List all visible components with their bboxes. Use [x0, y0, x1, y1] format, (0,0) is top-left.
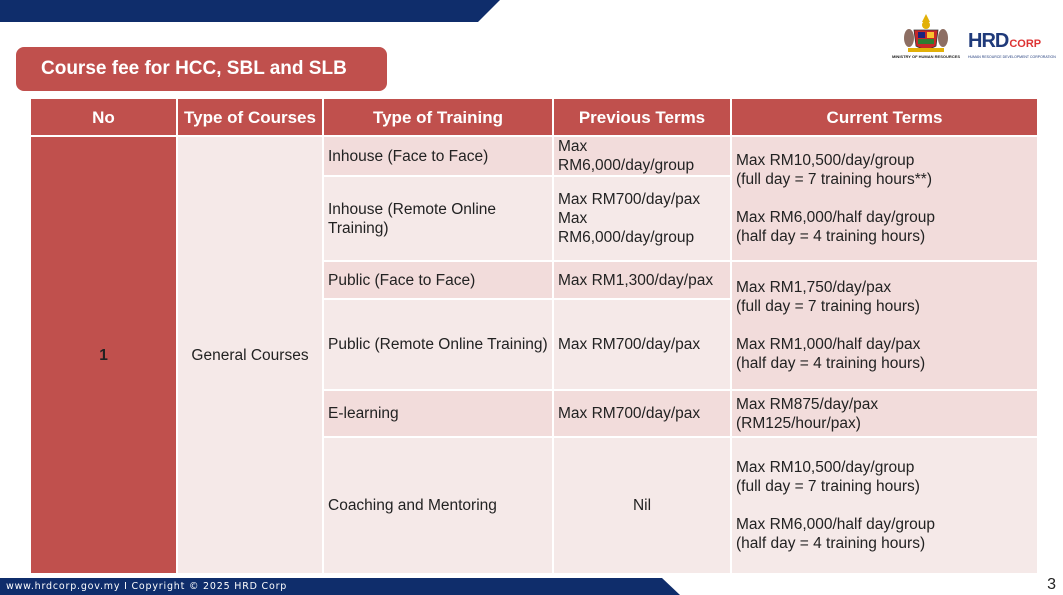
previous-terms-cell: Nil: [553, 437, 731, 574]
header-current-terms: Current Terms: [731, 98, 1038, 136]
table-row: [30, 136, 1038, 176]
hrd-subtitle: HUMAN RESOURCE DEVELOPMENT CORPORATION: [968, 55, 1056, 59]
current-terms-line: (half day = 4 training hours): [736, 228, 926, 245]
footer-copyright: www.hrdcorp.gov.my I Copyright © 2025 HRD Corp: [6, 581, 288, 592]
logo-group: [888, 12, 1056, 64]
hrd-corp-label: CORP: [1009, 38, 1042, 50]
ministry-logo: [888, 12, 964, 64]
current-terms-line: (full day = 7 training hours): [736, 478, 920, 495]
previous-terms-cell: Max RM6,000/day/group: [553, 136, 731, 176]
previous-terms-cell: Max RM700/day/pax Max RM6,000/day/group: [553, 176, 731, 261]
current-terms-cell: [731, 390, 1038, 437]
previous-terms-cell: Max RM1,300/day/pax: [553, 261, 731, 299]
current-terms-line: Max RM6,000/half day/group: [736, 516, 936, 533]
hrd-corp-logo: [968, 30, 1041, 53]
training-type-cell: Inhouse (Face to Face): [323, 136, 553, 176]
previous-terms-cell: Max RM700/day/pax: [553, 299, 731, 390]
ministry-label: MINISTRY OF HUMAN RESOURCES: [891, 54, 960, 59]
training-type-cell: Inhouse (Remote Online Training): [323, 176, 553, 261]
header-no: No: [30, 98, 177, 136]
current-terms-line: (half day = 4 training hours): [736, 535, 926, 552]
current-terms-cell: [731, 261, 1038, 390]
current-terms-line: Max RM1,000/half day/pax: [736, 336, 921, 353]
header-previous-terms: Previous Terms: [553, 98, 731, 136]
current-terms-line: (half day = 4 training hours): [736, 355, 926, 372]
training-type-cell: Coaching and Mentoring: [323, 437, 553, 574]
current-terms-line: Max RM6,000/half day/group: [736, 209, 936, 226]
training-type-cell: E-learning: [323, 390, 553, 437]
course-type-cell: General Courses: [177, 136, 323, 574]
header-type-of-training: Type of Training: [323, 98, 553, 136]
page-number: 3: [1047, 576, 1056, 593]
row-number: 1: [30, 136, 177, 574]
current-terms-cell: [731, 437, 1038, 574]
current-terms-line: (RM125/hour/pax): [736, 414, 861, 432]
current-terms-line: (full day = 7 training hours): [736, 298, 920, 315]
training-type-cell: Public (Remote Online Training): [323, 299, 553, 390]
previous-terms-cell: Max RM700/day/pax: [553, 390, 731, 437]
current-terms-line: Max RM1,750/day/pax: [736, 279, 892, 296]
current-terms-line: Max RM10,500/day/group: [736, 459, 915, 476]
training-type-cell: Public (Face to Face): [323, 261, 553, 299]
page-title: Course fee for HCC, SBL and SLB: [16, 47, 387, 91]
current-terms-line: (full day = 7 training hours**): [736, 171, 933, 188]
course-fee-table: [29, 97, 1039, 575]
header-type-of-courses: Type of Courses: [177, 98, 323, 136]
current-terms-line: Max RM875/day/pax: [736, 395, 879, 413]
current-terms-cell: [731, 136, 1038, 261]
table-header-row: [30, 98, 1038, 136]
hrd-brand: HRD: [968, 30, 1009, 52]
top-banner: [0, 0, 500, 22]
coat-of-arms-icon: [888, 12, 964, 56]
current-terms-line: Max RM10,500/day/group: [736, 152, 915, 169]
